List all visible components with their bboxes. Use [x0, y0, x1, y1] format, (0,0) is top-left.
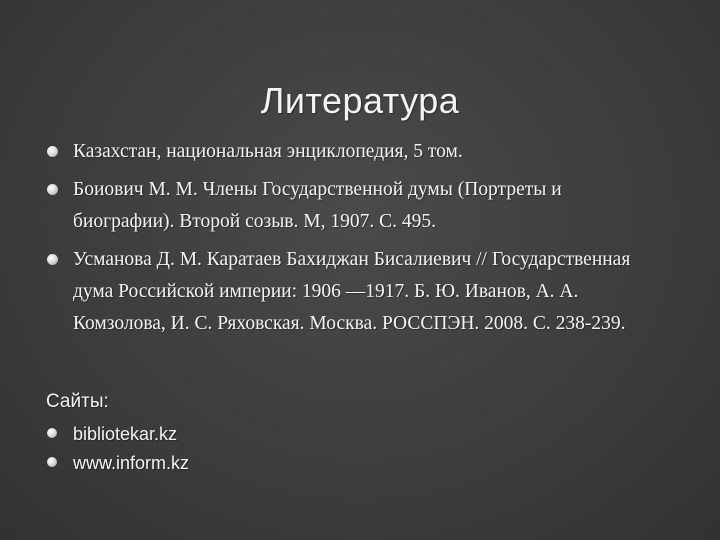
site-link[interactable]: www.inform.kz	[73, 453, 190, 473]
sphere-bullet-icon	[47, 254, 58, 265]
sites-list	[44, 420, 189, 478]
slide-title: Литература	[260, 80, 460, 121]
reference-item	[44, 174, 644, 238]
site-link[interactable]: bibliotekar.kz	[73, 424, 178, 444]
site-item	[44, 420, 189, 448]
sites-heading: Сайты:	[46, 391, 109, 412]
sphere-bullet-icon	[47, 184, 58, 195]
reference-text: Казахстан, национальная энциклопедия, 5 том.	[73, 141, 463, 162]
site-item	[44, 449, 189, 477]
reference-list	[44, 136, 644, 346]
sphere-bullet-icon	[47, 457, 57, 467]
sphere-bullet-icon	[47, 146, 58, 157]
sphere-bullet-icon	[47, 428, 57, 438]
reference-item	[44, 136, 644, 168]
reference-item	[44, 244, 644, 340]
reference-text: Усманова Д. М. Каратаев Бахиджан Бисалиевич // Государственная дума Российской империи: 1906 —1917. Б. Ю. Иванов, А. А. Комзолова, И. С. Ряховская. Москва. РОССПЭН. 2008. С. 238-239.	[73, 249, 631, 334]
reference-text: Боиович М. М. Члены Государственной думы (Портреты и биографии). Второй созыв. М, 1907. С. 495.	[73, 179, 562, 232]
